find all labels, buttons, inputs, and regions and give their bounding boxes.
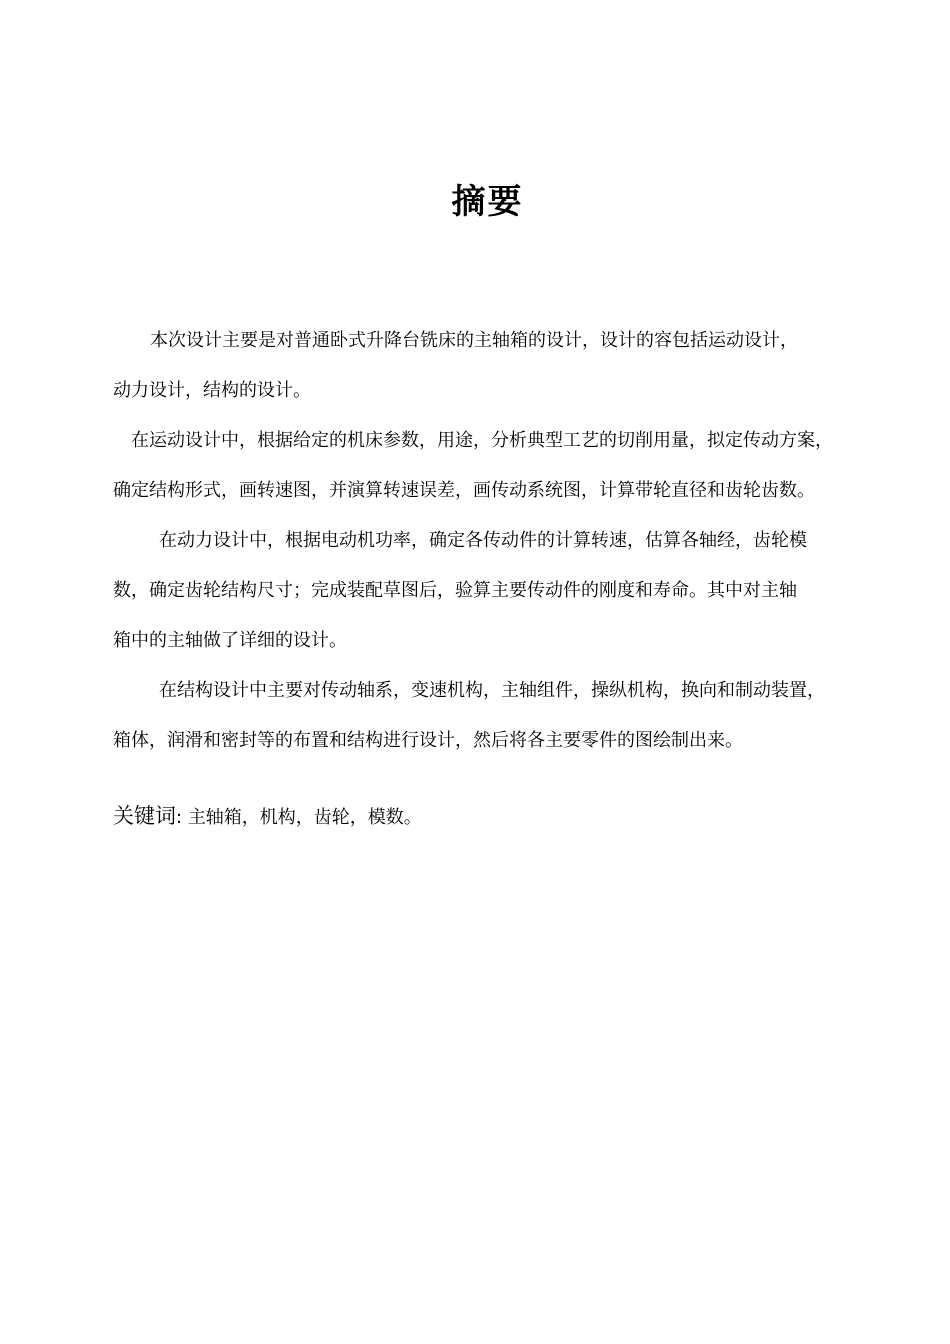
paragraph-line: 本次设计主要是对普通卧式升降台铣床的主轴箱的设计，设计的容包括运动设计， (150, 330, 798, 351)
keywords-label: 关键词 (113, 804, 176, 828)
abstract-paragraph-4 (113, 666, 873, 766)
paragraph-line: 在结构设计中主要对传动轴系，变速机构，主轴组件，操纵机构，换向和制动装置， (159, 680, 825, 701)
abstract-paragraph-1 (113, 316, 873, 416)
abstract-paragraph-3 (113, 516, 873, 666)
paragraph-line: 数，确定齿轮结构尺寸；完成装配草图后，验算主要传动件的刚度和寿命。其中对主轴 (113, 580, 797, 601)
abstract-paragraph-2 (113, 416, 873, 516)
keywords-separator: : (176, 807, 183, 828)
paragraph-line: 确定结构形式，画转速图，并演算转速误差，画传动系统图，计算带轮直径和齿轮齿数。 (113, 480, 815, 501)
paragraph-line: 在运动设计中，根据给定的机床参数，用途，分析典型工艺的切削用量，拟定传动方案， (131, 430, 833, 451)
paragraph-line: 箱体，润滑和密封等的布置和结构进行设计，然后将各主要零件的图绘制出来。 (113, 730, 743, 751)
keywords-line (113, 796, 873, 838)
keywords-text: 主轴箱，机构，齿轮，模数。 (187, 807, 422, 828)
paragraph-line: 动力设计，结构的设计。 (113, 380, 311, 401)
page-title: 摘要 (451, 182, 524, 222)
paragraph-line: 在动力设计中，根据电动机功率，确定各传动件的计算转速，估算各轴经，齿轮模 (159, 530, 807, 551)
paragraph-line: 箱中的主轴做了详细的设计。 (113, 630, 347, 651)
